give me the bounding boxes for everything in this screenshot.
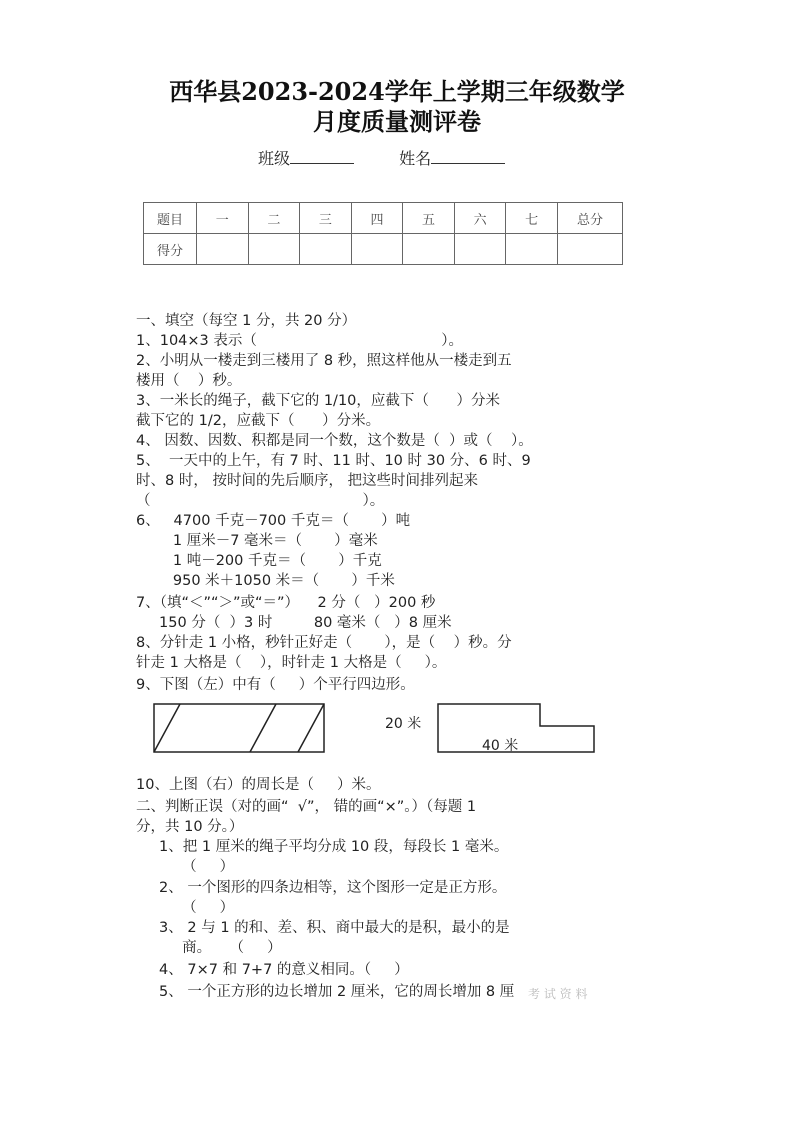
class-blank xyxy=(290,149,354,164)
figure-label-height: 20 米 xyxy=(385,716,422,732)
question-line: 150 分（ ）3 时 80 毫米（ ）8 厘米 xyxy=(136,615,452,631)
question-line: 10、上图（右）的周长是（ ）米。 xyxy=(136,777,381,793)
question-line: 楼用（ ）秒。 xyxy=(136,373,242,389)
question-line: 6、 4700 千克－700 千克＝（ ）吨 xyxy=(136,513,411,529)
figure-diagonal-3 xyxy=(298,704,324,752)
score-header-cell: 一 xyxy=(197,203,249,234)
question-line: 4、 因数、因数、积都是同一个数，这个数是（ ）或（ ）。 xyxy=(136,433,533,449)
name-label: 姓名 xyxy=(399,149,432,168)
question-line: 3、一米长的绳子，截下它的 1/10，应截下（ ）分米 xyxy=(136,393,501,409)
judge-line: 2、 一个图形的四条边相等，这个图形一定是正方形。 xyxy=(136,880,507,896)
score-cell xyxy=(300,234,352,265)
section2-heading: 二、判断正误（对的画“ √”， 错的画“×”。）（每题 1 xyxy=(136,799,477,815)
class-label: 班级 xyxy=(258,149,291,168)
score-cell xyxy=(197,234,249,265)
score-cell xyxy=(248,234,300,265)
score-cell xyxy=(506,234,558,265)
question-line: 时、8 时， 按时间的先后顺序， 把这些时间排列起来 xyxy=(136,473,479,489)
score-cell xyxy=(403,234,455,265)
paper-title-line2: 月度质量测评卷 xyxy=(313,107,481,136)
question-line: 截下它的 1/2，应截下（ ）分米。 xyxy=(136,413,381,429)
figure-diagonal-2 xyxy=(250,704,276,752)
section2-heading-cont: 分，共 10 分。） xyxy=(136,819,244,835)
student-info xyxy=(258,146,505,169)
judge-line: （ ） xyxy=(136,859,235,875)
score-row-label: 得分 xyxy=(144,234,197,265)
score-header-cell: 五 xyxy=(403,203,455,234)
score-cell xyxy=(351,234,403,265)
parallelogram-figure xyxy=(150,700,330,760)
score-table-header-row xyxy=(144,203,623,234)
score-header-cell: 四 xyxy=(351,203,403,234)
score-table xyxy=(143,202,623,265)
paper-title-line1: 西华县2023-2024学年上学期三年级数学 xyxy=(169,77,625,106)
section1-heading: 一、填空（每空 1 分，共 20 分） xyxy=(136,313,357,329)
question-line: 针走 1 大格是（ ），时针走 1 大格是（ ）。 xyxy=(136,655,447,671)
question-line: 5、 一天中的上午，有 7 时、11 时、10 时 30 分、6 时、9 xyxy=(136,453,531,469)
judge-line: 1、把 1 厘米的绳子平均分成 10 段，每段长 1 毫米。 xyxy=(136,839,509,855)
score-header-cell: 七 xyxy=(506,203,558,234)
figure-outer-rect xyxy=(154,704,324,752)
question-line: （ ）。 xyxy=(136,493,385,509)
question-line: 1、104×3 表示（ ）。 xyxy=(136,333,463,349)
question-line: 9、下图（左）中有（ ）个平行四边形。 xyxy=(136,677,415,693)
question-line: 950 米＋1050 米＝（ ）千米 xyxy=(136,573,395,589)
question-line: 8、分针走 1 小格，秒针正好走（ ），是（ ）秒。分 xyxy=(136,635,512,651)
judge-line: （ ） xyxy=(136,900,235,916)
score-header-cell: 总分 xyxy=(558,203,623,234)
score-header-cell: 题目 xyxy=(144,203,197,234)
score-header-cell: 三 xyxy=(300,203,352,234)
judge-line: 商。 （ ） xyxy=(136,940,282,956)
question-line: 1 厘米－7 毫米＝（ ）毫米 xyxy=(136,533,378,549)
name-blank xyxy=(431,149,505,164)
judge-line: 4、 7×7 和 7+7 的意义相同。（ ） xyxy=(136,962,409,978)
question-line: 1 吨－200 千克＝（ ）千克 xyxy=(136,553,382,569)
score-cell xyxy=(558,234,623,265)
question-line: 7、（填“＜”“＞”或“＝”） 2 分（ ）200 秒 xyxy=(136,595,436,611)
score-table-score-row xyxy=(144,234,623,265)
figure-label-width: 40 米 xyxy=(482,738,519,754)
question-line: 2、小明从一楼走到三楼用了 8 秒，照这样他从一楼走到五 xyxy=(136,353,512,369)
score-cell xyxy=(454,234,506,265)
figure-diagonal-1 xyxy=(154,704,180,752)
score-header-cell: 二 xyxy=(248,203,300,234)
judge-line: 3、 2 与 1 的和、差、积、商中最大的是积，最小的是 xyxy=(136,920,510,936)
score-header-cell: 六 xyxy=(454,203,506,234)
judge-line: 5、 一个正方形的边长增加 2 厘米，它的周长增加 8 厘 xyxy=(136,984,515,1000)
watermark: 考 试 资 料 xyxy=(528,987,588,1001)
